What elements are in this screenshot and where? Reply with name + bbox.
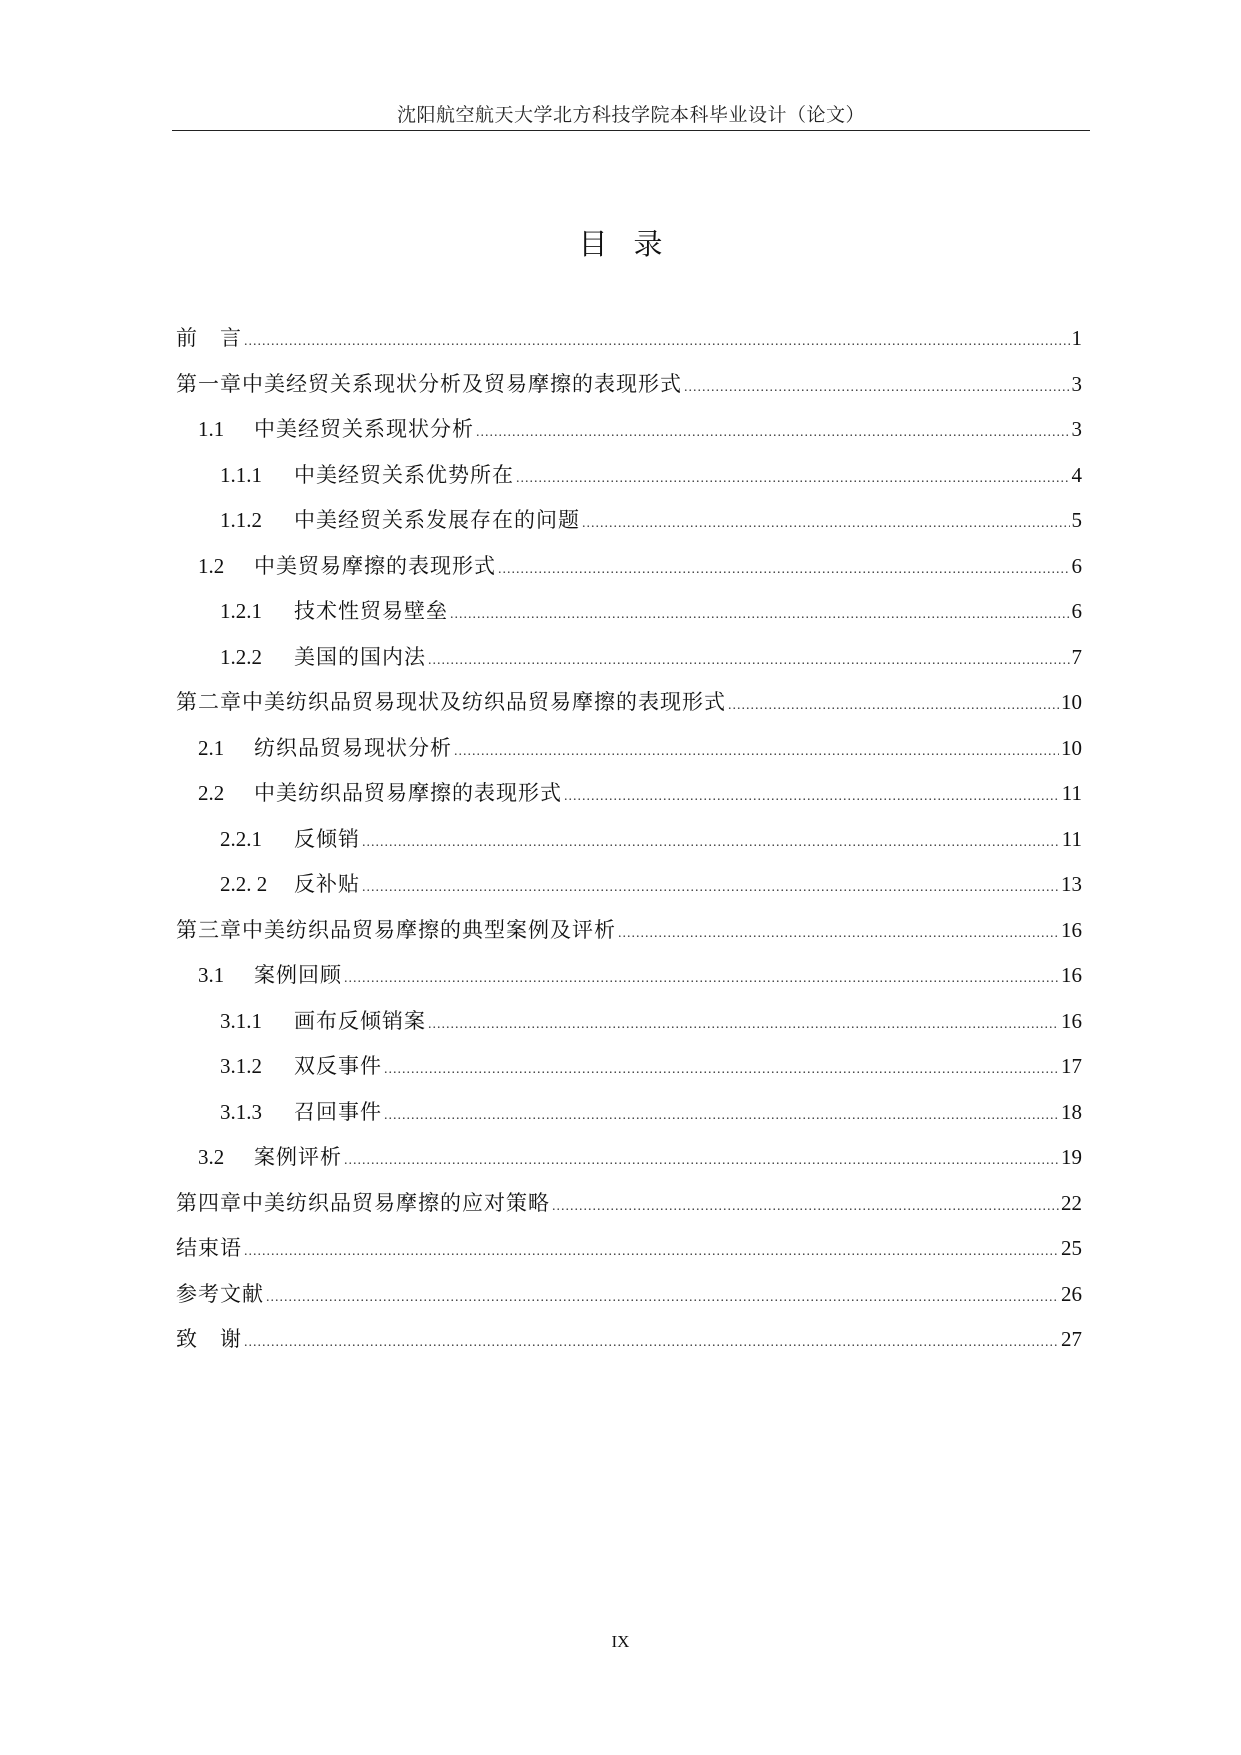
dot-leader [384, 1093, 1059, 1139]
toc-entry-page: 16 [1061, 1008, 1082, 1033]
dot-leader [476, 410, 1070, 456]
toc-entry-label: 反倾销 [294, 826, 360, 851]
toc-entry-label: 中美贸易摩擦的表现形式 [254, 553, 496, 578]
dot-leader [552, 1184, 1059, 1230]
toc-entry[interactable] [176, 680, 1082, 726]
dot-leader [344, 956, 1059, 1002]
toc-entry[interactable] [176, 1272, 1082, 1318]
header-divider [172, 130, 1090, 131]
toc-entry-page: 22 [1061, 1190, 1082, 1215]
toc-entry[interactable] [176, 817, 1082, 863]
toc-entry[interactable] [176, 316, 1082, 362]
toc-entry[interactable] [176, 726, 1082, 772]
toc-entry-number: 3.2 [198, 1145, 225, 1169]
toc-entry-page: 7 [1071, 644, 1082, 669]
toc-entry[interactable] [176, 999, 1082, 1045]
toc-entry-label: 第一章中美经贸关系现状分析及贸易摩擦的表现形式 [176, 371, 682, 396]
dot-leader [362, 820, 1060, 866]
toc-entry[interactable] [176, 908, 1082, 954]
toc-entry-number: 2.2 [198, 781, 225, 805]
toc-entry-label: 召回事件 [294, 1099, 382, 1124]
toc-entry-label: 结束语 [176, 1236, 242, 1260]
toc-entry[interactable] [176, 453, 1082, 499]
dot-leader [244, 1229, 1059, 1275]
dot-leader [728, 683, 1059, 729]
toc-entry-page: 6 [1071, 599, 1082, 623]
toc-entry-label: 双反事件 [294, 1054, 382, 1078]
toc-entry-page: 10 [1061, 690, 1082, 714]
toc-entry[interactable] [176, 635, 1082, 681]
toc-entry[interactable] [176, 1090, 1082, 1136]
toc-entry-page: 1 [1071, 326, 1082, 350]
toc-entry[interactable] [176, 862, 1082, 908]
toc-entry-page: 6 [1071, 553, 1082, 578]
dot-leader [344, 1138, 1059, 1184]
toc-entry[interactable] [176, 407, 1082, 453]
toc-entry[interactable] [176, 953, 1082, 999]
toc-entry-label: 纺织品贸易现状分析 [254, 735, 452, 760]
toc-entry[interactable] [176, 1135, 1082, 1181]
toc-entry[interactable] [176, 1317, 1082, 1363]
toc-entry-label: 中美经贸关系发展存在的问题 [294, 508, 580, 532]
toc-entry-page: 11 [1061, 826, 1082, 851]
dot-leader [428, 638, 1070, 684]
toc-entry-page: 26 [1061, 1281, 1082, 1306]
dot-leader [266, 1275, 1059, 1321]
toc-entry-number: 3.1.2 [220, 1054, 262, 1078]
toc-entry-label: 中美纺织品贸易摩擦的表现形式 [254, 781, 562, 805]
toc-entry[interactable] [176, 498, 1082, 544]
toc-entry-number: 3.1 [198, 963, 225, 987]
toc-entry-label: 第二章中美纺织品贸易现状及纺织品贸易摩擦的表现形式 [176, 690, 726, 714]
dot-leader [498, 547, 1070, 593]
dot-leader [244, 319, 1070, 365]
dot-leader [684, 365, 1070, 411]
toc-entry-page: 3 [1071, 371, 1082, 396]
toc-entry-label: 案例回顾 [254, 963, 342, 987]
dot-leader [516, 456, 1070, 502]
toc-entry[interactable] [176, 362, 1082, 408]
toc-entry[interactable] [176, 1044, 1082, 1090]
toc-entry-number: 1.2 [198, 553, 225, 578]
toc-entry-label: 中美经贸关系优势所在 [294, 462, 514, 487]
toc-entry-page: 5 [1071, 508, 1082, 532]
toc-entry-number: 3.1.1 [220, 1008, 262, 1033]
toc-entry-number: 1.1.1 [220, 462, 262, 487]
table-of-contents [176, 316, 1082, 1363]
toc-entry-page: 18 [1061, 1099, 1082, 1124]
toc-entry[interactable] [176, 771, 1082, 817]
toc-entry-label: 第四章中美纺织品贸易摩擦的应对策略 [176, 1190, 550, 1215]
dot-leader [618, 911, 1059, 957]
toc-entry-label: 反补贴 [294, 872, 360, 896]
toc-entry-page: 17 [1061, 1054, 1082, 1078]
toc-entry[interactable] [176, 589, 1082, 635]
toc-entry-number: 1.2.2 [220, 644, 262, 669]
toc-entry-page: 13 [1061, 872, 1082, 896]
toc-entry-page: 25 [1061, 1236, 1082, 1260]
toc-entry-number: 1.1.2 [220, 508, 262, 532]
toc-entry-label: 致 谢 [176, 1327, 242, 1351]
toc-entry-page: 3 [1071, 417, 1082, 441]
toc-entry-number: 2.2. 2 [220, 872, 268, 896]
dot-leader [454, 729, 1059, 775]
page-number: IX [611, 1632, 630, 1651]
toc-entry-page: 16 [1061, 917, 1082, 942]
toc-entry-page: 16 [1061, 963, 1082, 987]
toc-entry-page: 19 [1061, 1145, 1082, 1169]
dot-leader [244, 1320, 1059, 1366]
toc-entry[interactable] [176, 544, 1082, 590]
dot-leader [450, 592, 1070, 638]
toc-entry[interactable] [176, 1226, 1082, 1272]
toc-entry-label: 参考文献 [176, 1281, 264, 1306]
toc-entry-label: 前 言 [176, 326, 242, 350]
dot-leader [428, 1002, 1059, 1048]
running-header: 沈阳航空航天大学北方科技学院本科毕业设计（论文） [396, 104, 865, 126]
toc-entry-number: 3.1.3 [220, 1099, 262, 1124]
toc-entry[interactable] [176, 1181, 1082, 1227]
toc-entry-number: 1.1 [198, 417, 225, 441]
toc-entry-page: 4 [1071, 462, 1082, 487]
toc-entry-page: 11 [1061, 781, 1082, 805]
toc-entry-number: 2.2.1 [220, 826, 262, 851]
toc-entry-page: 27 [1061, 1327, 1082, 1351]
toc-title: 目录 [578, 227, 689, 261]
toc-entry-label: 美国的国内法 [294, 644, 426, 669]
dot-leader [362, 865, 1059, 911]
toc-entry-page: 10 [1061, 735, 1082, 760]
dot-leader [384, 1047, 1059, 1093]
toc-entry-label: 画布反倾销案 [294, 1008, 426, 1033]
toc-entry-number: 2.1 [198, 735, 225, 760]
toc-entry-label: 技术性贸易壁垒 [294, 599, 448, 623]
toc-entry-label: 第三章中美纺织品贸易摩擦的典型案例及评析 [176, 917, 616, 942]
dot-leader [582, 501, 1070, 547]
dot-leader [564, 774, 1060, 820]
toc-entry-label: 案例评析 [254, 1145, 342, 1169]
toc-entry-number: 1.2.1 [220, 599, 262, 623]
toc-entry-label: 中美经贸关系现状分析 [254, 417, 474, 441]
